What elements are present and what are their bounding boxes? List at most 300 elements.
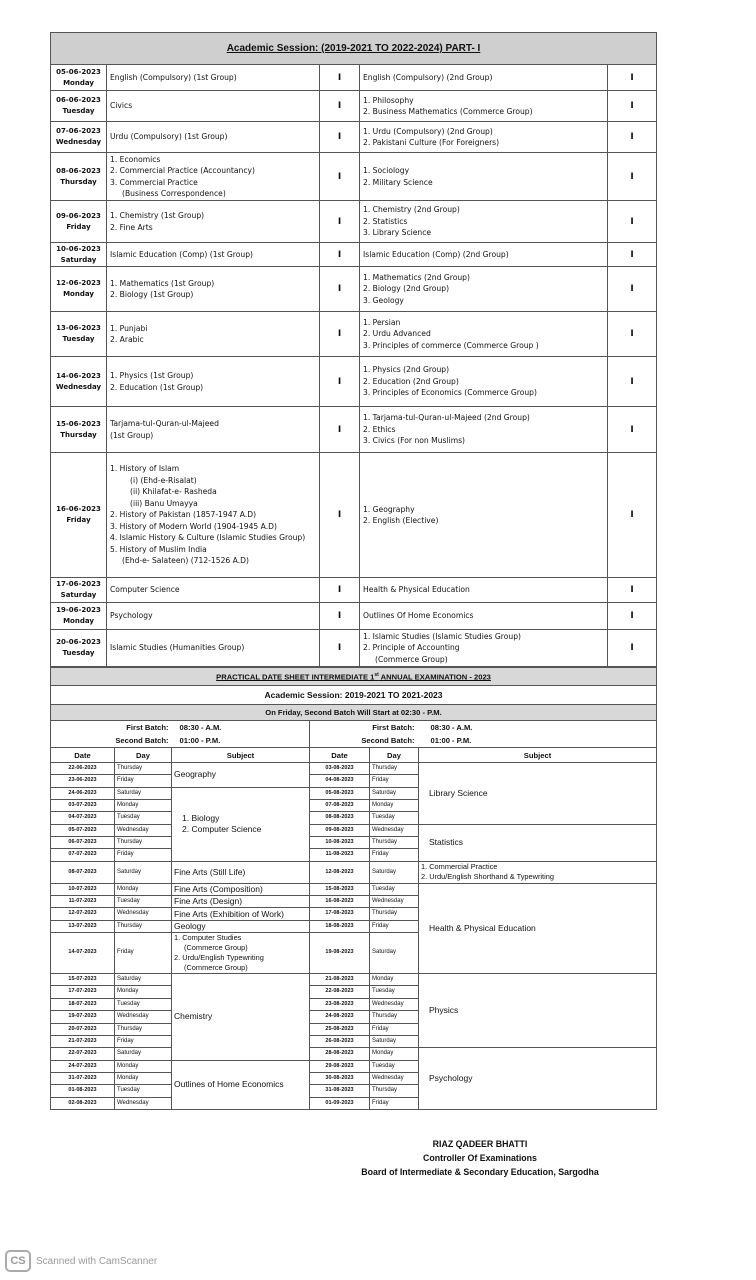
exam-date: [51, 603, 107, 630]
practical-date: 13-07-2023: [51, 920, 115, 932]
practical-subject-right: [419, 824, 657, 861]
theory-row: [51, 153, 657, 201]
practical-day-right: Monday: [370, 974, 419, 986]
practical-date: 12-07-2023: [51, 908, 115, 920]
theory-row: [51, 65, 657, 91]
practical-date-right: 08-08-2023: [310, 812, 370, 824]
practical-subject: [172, 763, 310, 788]
practical-date: 19-07-2023: [51, 1011, 115, 1023]
paper-mark: I: [608, 65, 657, 91]
exam-date: [51, 267, 107, 312]
paper-mark: I: [608, 578, 657, 603]
practical-date: 03-07-2023: [51, 800, 115, 812]
exam-date: [51, 453, 107, 578]
day-value: Tuesday: [62, 335, 95, 343]
practical-title: PRACTICAL DATE SHEET INTERMEDIATE 1st ANNUAL EXAMINATION - 2023: [51, 668, 657, 686]
practical-date: 17-07-2023: [51, 986, 115, 998]
subject-line: Fine Arts (Design): [174, 896, 243, 907]
paper-mark: I: [320, 65, 360, 91]
exam-date: [51, 122, 107, 153]
group1-subjects: [107, 312, 320, 357]
practical-subject-right: [419, 974, 657, 1048]
subject-line: 1. Sociology: [363, 166, 410, 175]
day-value: Tuesday: [62, 107, 95, 115]
practical-day: Tuesday: [115, 1085, 172, 1097]
practical-subject: [172, 883, 310, 895]
practical-date: 05-07-2023: [51, 824, 115, 836]
theory-row: [51, 357, 657, 407]
subject-line: 3. Principles of commerce (Commerce Group ): [363, 340, 539, 350]
group2-subjects: [360, 407, 608, 453]
practical-date: 20-07-2023: [51, 1023, 115, 1035]
practical-date-right: 12-08-2023: [310, 861, 370, 883]
exam-date: [51, 201, 107, 243]
scanner-text: Scanned with CamScanner: [36, 1255, 158, 1267]
practical-day-right: Thursday: [370, 1085, 419, 1097]
date-value: 10-06-2023: [56, 244, 101, 253]
group1-subjects: [107, 357, 320, 407]
group1-subjects: [107, 267, 320, 312]
practical-date-right: 28-08-2023: [310, 1048, 370, 1060]
subject-line: Islamic Studies (Humanities Group): [110, 643, 245, 653]
subject-line: 2. Computer Science: [182, 824, 262, 835]
practical-day: Saturday: [115, 787, 172, 799]
exam-date: [51, 91, 107, 122]
practical-date: 11-07-2023: [51, 896, 115, 908]
subject-line: (Business Correspondence): [122, 189, 226, 198]
practical-day: Monday: [115, 986, 172, 998]
practical-date-right: 29-08-2023: [310, 1060, 370, 1072]
paper-mark: I: [608, 603, 657, 630]
exam-date: [51, 243, 107, 267]
practical-date-right: 31-08-2023: [310, 1085, 370, 1097]
paper-mark: I: [608, 201, 657, 243]
practical-day: Thursday: [115, 1023, 172, 1035]
group1-subjects: [107, 407, 320, 453]
practical-row: [51, 1048, 657, 1060]
exam-date: [51, 357, 107, 407]
practical-date: 24-07-2023: [51, 1060, 115, 1072]
subject-line: Outlines Of Home Economics: [363, 611, 474, 621]
subject-line: (Commerce Group): [184, 943, 248, 953]
theory-row: [51, 201, 657, 243]
practical-date-right: 07-08-2023: [310, 800, 370, 812]
header-date-right: Date: [310, 748, 370, 763]
group1-subjects: [107, 153, 320, 201]
subject-line: Islamic Education (Comp) (1st Group): [110, 249, 254, 259]
subject-line: 1. Chemistry (1st Group): [110, 211, 205, 220]
practical-day: Tuesday: [115, 896, 172, 908]
practical-date: 08-07-2023: [51, 861, 115, 883]
practical-day: Monday: [115, 1072, 172, 1084]
subject-line: 2. Statistics: [363, 216, 408, 226]
exam-date: [51, 65, 107, 91]
subject-line: English (Compulsory) (2nd Group): [363, 72, 493, 82]
practical-date-right: 15-08-2023: [310, 883, 370, 895]
practical-date-right: 10-08-2023: [310, 837, 370, 849]
subject-line: 3. Commercial Practice: [110, 177, 198, 187]
group1-subjects: [107, 122, 320, 153]
paper-mark: I: [320, 578, 360, 603]
paper-mark: I: [608, 267, 657, 312]
practical-date: 01-08-2023: [51, 1085, 115, 1097]
subject-line: 2. Urdu/English Typewriting: [174, 953, 264, 963]
group2-subjects: [360, 630, 608, 667]
day-value: Thursday: [60, 430, 97, 439]
practical-day: Monday: [115, 800, 172, 812]
subject-line: 2. Pakistani Culture (For Foreigners): [363, 138, 500, 147]
practical-day-right: Tuesday: [370, 812, 419, 824]
subject-line: Library Science: [429, 787, 488, 798]
subject-line: Health & Physical Education: [429, 922, 536, 933]
date-value: 14-06-2023: [56, 371, 101, 380]
practical-day: Friday: [115, 775, 172, 787]
practical-day: Tuesday: [115, 812, 172, 824]
practical-date-right: 16-08-2023: [310, 896, 370, 908]
practical-subject: [172, 896, 310, 908]
practical-subject-right: [419, 883, 657, 973]
header-subject: Subject: [172, 748, 310, 763]
first-batch-time: 08:30 - A.M.: [172, 721, 310, 735]
theory-table: [50, 32, 657, 667]
theory-row: [51, 630, 657, 667]
practical-day-right: Thursday: [370, 1011, 419, 1023]
subject-line: (Ehd-e- Salateen) (712-1526 A.D): [122, 556, 249, 566]
day-value: Friday: [66, 222, 91, 231]
subject-line: 1. Chemistry (2nd Group): [363, 205, 460, 215]
group2-subjects: [360, 91, 608, 122]
date-sheet: [50, 32, 656, 1110]
friday-note: On Friday, Second Batch Will Start at 02:30 - P.M.: [51, 705, 657, 721]
subject-line: Geology: [174, 920, 206, 931]
paper-mark: I: [320, 243, 360, 267]
practical-day: Friday: [115, 933, 172, 974]
practical-date-right: 18-08-2023: [310, 920, 370, 932]
paper-mark: I: [608, 153, 657, 201]
subject-line: 3. Civics (For non Muslims): [363, 436, 466, 446]
date-value: 07-06-2023: [56, 127, 101, 135]
practical-date-right: 25-08-2023: [310, 1023, 370, 1035]
subject-line: (iii) Banu Umayya: [130, 498, 198, 508]
practical-subject: [172, 933, 310, 974]
exam-date: [51, 630, 107, 667]
practical-day-right: Saturday: [370, 1035, 419, 1047]
board-name: Board of Intermediate & Secondary Education, Sargodha: [361, 1167, 599, 1177]
practical-date: 18-07-2023: [51, 998, 115, 1010]
day-value: Monday: [63, 617, 94, 625]
practical-day: Monday: [115, 883, 172, 895]
subject-line: 1. Persian: [363, 317, 401, 327]
practical-date-right: 26-08-2023: [310, 1035, 370, 1047]
practical-subject-right: [419, 763, 657, 825]
practical-subject-right: [419, 1048, 657, 1110]
practical-day: Saturday: [115, 861, 172, 883]
date-value: 16-06-2023: [56, 505, 101, 513]
date-value: 19-06-2023: [56, 606, 101, 614]
subject-line: 1. Biology: [182, 813, 220, 824]
subject-line: 1. Mathematics (1st Group): [110, 278, 215, 288]
group1-subjects: [107, 630, 320, 667]
practical-date-right: 03-08-2023: [310, 763, 370, 775]
subject-line: 4. Islamic History & Culture (Islamic Studies Group): [110, 533, 306, 543]
group1-subjects: [107, 65, 320, 91]
practical-date-right: 30-08-2023: [310, 1072, 370, 1084]
paper-mark: I: [608, 122, 657, 153]
subject-line: Fine Arts (Composition): [174, 883, 263, 894]
subject-line: Urdu (Compulsory) (1st Group): [110, 132, 228, 142]
practical-date-right: 04-08-2023: [310, 775, 370, 787]
practical-date: 24-06-2023: [51, 787, 115, 799]
paper-mark: I: [608, 357, 657, 407]
first-batch-label-right: First Batch:: [310, 721, 419, 735]
practical-day: Tuesday: [115, 998, 172, 1010]
practical-day-right: Thursday: [370, 908, 419, 920]
practical-date: 23-06-2023: [51, 775, 115, 787]
practical-day-right: Tuesday: [370, 986, 419, 998]
subject-line: 2. Ethics: [363, 424, 396, 434]
subject-line: (1st Group): [110, 430, 154, 440]
practical-subject: [172, 1060, 310, 1109]
group2-subjects: [360, 312, 608, 357]
subject-line: (Commerce Group): [375, 654, 448, 664]
date-value: 13-06-2023: [56, 324, 101, 332]
group2-subjects: [360, 603, 608, 630]
paper-mark: I: [320, 153, 360, 201]
theory-row: [51, 407, 657, 453]
second-batch-row: [51, 734, 657, 748]
theory-row: [51, 312, 657, 357]
second-batch-time-right: 01:00 - P.M.: [419, 734, 657, 748]
subject-line: 2. Urdu/English Shorthand & Typewriting: [421, 872, 554, 882]
group1-subjects: [107, 603, 320, 630]
theory-row: [51, 603, 657, 630]
practical-day: Wednesday: [115, 1011, 172, 1023]
paper-mark: I: [608, 243, 657, 267]
session-title: Academic Session: (2019-2021 TO 2022-2024) PART- I: [51, 33, 657, 65]
subject-line: 3. Geology: [363, 295, 404, 305]
subject-line: (Commerce Group): [184, 963, 248, 973]
day-value: Saturday: [60, 255, 97, 264]
practical-day-right: Friday: [370, 920, 419, 932]
second-batch-time: 01:00 - P.M.: [172, 734, 310, 748]
paper-mark: I: [608, 630, 657, 667]
group1-subjects: [107, 578, 320, 603]
header-subject-right: Subject: [419, 748, 657, 763]
practical-day: Wednesday: [115, 908, 172, 920]
subject-line: 2. Fine Arts: [110, 222, 153, 232]
practical-date-right: 05-08-2023: [310, 787, 370, 799]
subject-line: 1. Punjabi: [110, 323, 148, 333]
paper-mark: I: [320, 603, 360, 630]
practical-day-right: Wednesday: [370, 896, 419, 908]
subject-line: 1. Islamic Studies (Islamic Studies Group): [363, 631, 521, 641]
practical-subject: [172, 920, 310, 932]
practical-day: Thursday: [115, 837, 172, 849]
subject-line: 1. Tarjama-tul-Quran-ul-Majeed (2nd Group): [363, 413, 530, 423]
subject-line: (i) (Ehd-e-Risalat): [130, 475, 197, 485]
paper-mark: I: [320, 407, 360, 453]
practical-day-right: Friday: [370, 1023, 419, 1035]
practical-day: Thursday: [115, 763, 172, 775]
subject-line: 2. History of Pakistan (1857-1947 A.D): [110, 510, 257, 520]
first-batch-time-right: 08:30 - A.M.: [419, 721, 657, 735]
practical-row: [51, 861, 657, 883]
date-value: 09-06-2023: [56, 211, 101, 220]
practical-date-right: 23-08-2023: [310, 998, 370, 1010]
second-batch-label: Second Batch:: [51, 734, 172, 748]
group2-subjects: [360, 357, 608, 407]
practical-date: 07-07-2023: [51, 849, 115, 861]
subject-line: 2. Military Science: [363, 177, 433, 187]
theory-row: [51, 243, 657, 267]
paper-mark: I: [320, 453, 360, 578]
practical-day: Saturday: [115, 1048, 172, 1060]
subject-line: 1. Philosophy: [363, 95, 414, 105]
paper-mark: I: [320, 122, 360, 153]
subject-line: Tarjama-tul-Quran-ul-Majeed: [110, 419, 219, 428]
practical-date-right: 19-08-2023: [310, 933, 370, 974]
subject-line: 2. Principle of Accounting: [363, 643, 460, 653]
subject-line: Outlines of Home Economics: [174, 1079, 284, 1090]
subject-line: English (Compulsory) (1st Group): [110, 72, 237, 82]
practical-day-right: Tuesday: [370, 883, 419, 895]
exam-date: [51, 153, 107, 201]
exam-date: [51, 578, 107, 603]
subject-line: Fine Arts (Still Life): [174, 866, 246, 877]
subject-line: Psychology: [429, 1073, 473, 1084]
practical-date: 22-06-2023: [51, 763, 115, 775]
first-batch-label: First Batch:: [51, 721, 172, 735]
practical-date-right: 21-08-2023: [310, 974, 370, 986]
subject-line: 1. Commercial Practice: [421, 862, 498, 872]
subject-line: 3. History of Modern World (1904-1945 A.D): [110, 521, 277, 531]
practical-day-right: Wednesday: [370, 998, 419, 1010]
practical-date: 04-07-2023: [51, 812, 115, 824]
signature-block: [330, 1137, 630, 1179]
date-value: 06-06-2023: [56, 96, 101, 104]
practical-date: 21-07-2023: [51, 1035, 115, 1047]
practical-date-right: 09-08-2023: [310, 824, 370, 836]
subject-line: Fine Arts (Exhibition of Work): [174, 908, 284, 919]
practical-day-right: Tuesday: [370, 1060, 419, 1072]
date-value: 20-06-2023: [56, 638, 101, 646]
practical-day: Friday: [115, 1035, 172, 1047]
subject-line: 3. Library Science: [363, 228, 432, 238]
practical-day-right: Wednesday: [370, 1072, 419, 1084]
subject-line: 2. Commercial Practice (Accountancy): [110, 166, 255, 175]
subject-line: 2. Arabic: [110, 335, 144, 344]
controller-name: RIAZ QADEER BHATTI: [432, 1139, 528, 1149]
day-value: Wednesday: [55, 382, 102, 391]
practical-day-right: Saturday: [370, 861, 419, 883]
practical-subject: [172, 787, 310, 861]
subject-line: 1. Computer Studies: [174, 933, 242, 943]
subject-line: Physics: [429, 1005, 459, 1016]
exam-date: [51, 407, 107, 453]
group1-subjects: [107, 91, 320, 122]
date-value: 12-06-2023: [56, 279, 101, 287]
date-value: 15-06-2023: [56, 419, 101, 428]
day-value: Wednesday: [55, 138, 102, 146]
header-date: Date: [51, 748, 115, 763]
practical-day-right: Friday: [370, 1097, 419, 1109]
paper-mark: I: [320, 201, 360, 243]
theory-row: [51, 91, 657, 122]
second-batch-label-right: Second Batch:: [310, 734, 419, 748]
subject-line: Chemistry: [174, 1011, 213, 1022]
practical-date: 15-07-2023: [51, 974, 115, 986]
practical-day-right: Friday: [370, 849, 419, 861]
subject-line: 1. Urdu (Compulsory) (2nd Group): [363, 126, 493, 136]
controller-designation: Controller Of Examinations: [423, 1153, 537, 1163]
header-day-right: Day: [370, 748, 419, 763]
subject-line: 1. Economics: [110, 154, 161, 164]
day-value: Thursday: [60, 177, 97, 186]
paper-mark: I: [320, 357, 360, 407]
date-value: 05-06-2023: [56, 67, 101, 76]
practical-header-row: [51, 748, 657, 763]
day-value: Friday: [66, 516, 91, 524]
practical-day: Wednesday: [115, 1097, 172, 1109]
camscanner-logo-icon: CS: [5, 1250, 31, 1272]
subject-line: 2. Education (1st Group): [110, 382, 204, 392]
practical-date-right: 11-08-2023: [310, 849, 370, 861]
practical-date: 31-07-2023: [51, 1072, 115, 1084]
paper-mark: I: [320, 267, 360, 312]
practical-day: Friday: [115, 849, 172, 861]
subject-line: 2. Urdu Advanced: [363, 329, 431, 339]
exam-date: [51, 312, 107, 357]
paper-mark: I: [608, 407, 657, 453]
practical-day: Monday: [115, 1060, 172, 1072]
group2-subjects: [360, 578, 608, 603]
group2-subjects: [360, 267, 608, 312]
subject-line: 1. Physics (2nd Group): [363, 365, 450, 375]
day-value: Monday: [63, 290, 94, 298]
group1-subjects: [107, 243, 320, 267]
paper-mark: I: [608, 312, 657, 357]
theory-row: [51, 122, 657, 153]
paper-mark: I: [608, 91, 657, 122]
practical-day: Saturday: [115, 974, 172, 986]
theory-row: [51, 267, 657, 312]
group2-subjects: [360, 243, 608, 267]
subject-line: 1. Physics (1st Group): [110, 371, 194, 380]
theory-row: [51, 453, 657, 578]
theory-row: [51, 578, 657, 603]
practical-day: Wednesday: [115, 824, 172, 836]
paper-mark: I: [320, 630, 360, 667]
practical-day-right: Saturday: [370, 933, 419, 974]
practical-day-right: Monday: [370, 1048, 419, 1060]
practical-session: Academic Session: 2019-2021 TO 2021-2023: [51, 686, 657, 705]
practical-day-right: Thursday: [370, 763, 419, 775]
paper-mark: I: [608, 453, 657, 578]
subject-line: 1. Mathematics (2nd Group): [363, 272, 470, 282]
day-value: Saturday: [60, 591, 97, 599]
practical-date: 02-08-2023: [51, 1097, 115, 1109]
practical-subject: [172, 908, 310, 920]
practical-day-right: Thursday: [370, 837, 419, 849]
group2-subjects: [360, 453, 608, 578]
group1-subjects: [107, 201, 320, 243]
subject-line: Civics: [110, 101, 133, 111]
practical-row: [51, 824, 657, 836]
first-batch-row: [51, 721, 657, 735]
practical-date: 22-07-2023: [51, 1048, 115, 1060]
subject-line: 5. History of Muslim India: [110, 544, 207, 554]
subject-line: Statistics: [429, 837, 464, 848]
